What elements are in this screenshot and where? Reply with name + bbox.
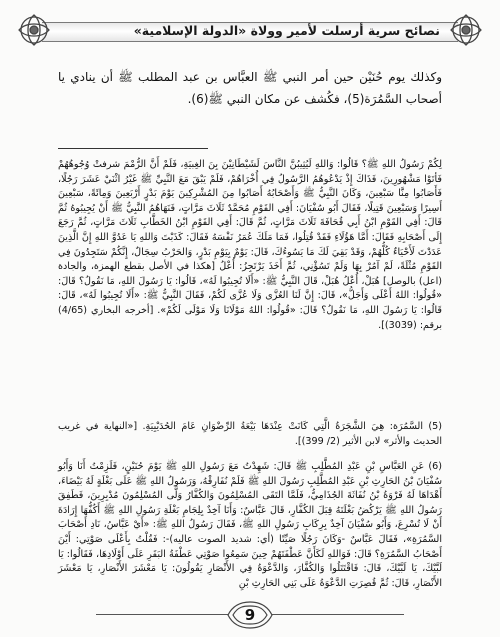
arabesque-corner-ornament-icon [446, 10, 486, 50]
main-paragraph: وكذلك يوم حُنَيْن حين أمر النبي ﷺ العبَّاس بن عبد المطلب ﷺ أن ينادي يا أصحاب السَّمُرَة(5)، فكُشف عن مكان النبي ﷺ(6). [58, 70, 442, 106]
page-number: 9 [244, 606, 256, 624]
page-footer [96, 600, 404, 630]
arabesque-corner-ornament-icon [14, 10, 54, 50]
footnote-continued: لِكُمْ رَسُولُ اللهِ ﷺ؟ قَالُوا: وَاللهِ لَيُثِيبُنَّ النَّاسَ لَشَيْطَانِيْنَ بِنَ الغِبيَةِ، فَلَمْ أَنَّ الرُّمْمَ شرفتْ وُجُوهُهُمْ فَأتَوْا مَشْهُورِينَ، فَذَاكَ إِذْ يَدْعُوهُمُ الرَّسُولُ فِي أُخْرَاهُمْ، فَلَمْ يَبْقَ مَعَ النَّبِيِّ ﷺ غَيْرُ اثْنَيْ عَشَرَ رَجُلًا، فَأَصَابُوا مِنَّا سَبْعِينَ، وَكَانَ النَّبِيُّ ﷺ وَأَصْحَابُهُ أَصَابُوا مِنَ المُشْرِكِينَ يَوْمَ بَدْرٍ أَرْبَعِينَ وَمِائَةً، سَبْعِينَ أَسِيرًا وَسَبْعِينَ قَتِيلًا، فَقَالَ أَبُو سُفْيَانَ: أَفِي القَوْمِ مُحَمَّدٌ ثَلَاثَ مَرَّاتٍ، فَنَهَاهُمُ النَّبِيُّ ﷺ أَنْ يُجِيبُوهُ ثُمَّ قَالَ: أَفِي القَوْمِ ابْنُ أَبِي قُحَافَةَ ثَلَاثَ مَرَّاتٍ، ثُمَّ قَالَ: أَفِي القَوْمِ ابْنُ الخَطَّابِ ثَلَاثَ مَرَّاتٍ، ثُمَّ رَجَعَ إِلَى أَصْحَابِهِ فَقَالَ: أَمَّا هَؤُلَاءِ فَقَدْ قُتِلُوا، فَمَا مَلَكَ عُمَرُ نَفْسَهُ فَقَالَ: كَذَبْتَ وَاللهِ يَا عَدُوَّ اللهِ إِنَّ الَّذِينَ عَدَدْتَ لَأَحْيَاءٌ كُلُّهُمْ، وَقَدْ بَقِيَ لَكَ مَا يَسُوءُكَ، قَالَ: يَوْمٌ بِيَوْمِ بَدْرٍ، وَالحَرْبُ سِجَالٌ، إِنَّكُمْ سَتَجِدُونَ فِي القَوْمِ مُثْلَةً، لَمْ آمُرْ بِهَا وَلَمْ تَسُؤْنِي، ثُمَّ أَخَذَ يَرْتَجِزُ: أُعْلُ [هكذا في الأصل بقطع الهمزة، والجادة (اعل) بالوصل] هُبَلْ، أُعْلُ هُبَلْ، قَالَ النَّبِيُّ ﷺ: «أَلَا تُجِيبُوا لَهُ»، قَالُوا: يَا رَسُولَ اللهِ، مَا نَقُولُ؟ قَالَ: «قُولُوا: اللهُ أَعْلَى وَأَجَلُّ»، قَالَ: إِنَّ لَنَا العُزَّى وَلَا عُزَّى لَكُمْ، فَقَالَ النَّبِيُّ ﷺ: «أَلَا تُجِيبُوا لَهُ»، قَالَ: قَالُوا: يَا رَسُولَ اللهِ، مَا نَقُولُ؟ قَالَ: «قُولُوا: اللهُ مَوْلَانَا وَلَا مَوْلَى لَكُمْ». [أخرجه البخاري (4/65) برقم: (3039)]. [58, 159, 442, 331]
footnote-5: (5) السَّمُرَة: هِيَ الشَّجَرَةُ الَّتِي كَانَتْ عِنْدَهَا بَيْعَةُ الرِّضْوَانِ عَامَ الحُدَيْبِيَةِ. [«النهاية في غريب الحديث والأثر» لابن الأثير (2/ 399)]. [58, 421, 442, 447]
footnote-6: (6) عَنِ العَبَّاسِ بْنِ عَبْدِ المُطَّلِبِ ﷺ قَالَ: شَهِدْتُ مَعَ رَسُولِ اللهِ ﷺ يَوْمَ حُنَيْنٍ، فَلَزِمْتُ أَنَا وَأَبُو سُفْيَانَ بْنُ الحَارِثِ بْنِ عَبْدِ المُطَّلِبِ رَسُولَ اللهِ ﷺ فَلَمْ نُفَارِقْهُ، وَرَسُولُ اللهِ ﷺ عَلَى بَغْلَةٍ لَهُ بَيْضَاءَ، أَهْدَاهَا لَهُ فَرْوَةُ بْنُ نُفَاثَةَ الجُذَامِيُّ، فَلَمَّا التَقَى المُسْلِمُونَ وَالكُفَّارُ وَلَّى المُسْلِمُونَ مُدْبِرِينَ، فَطَفِقَ رَسُولُ اللهِ ﷺ يَرْكُضُ بَغْلَتَهُ قِبَلَ الكُفَّارِ، قَالَ عَبَّاسٌ: وَأَنَا آخِذٌ بِلِجَامِ بَغْلَةِ رَسُولِ اللهِ ﷺ أَكُفُّهَا إِرَادَةَ أَنْ لَا تُسْرِعَ، وَأَبُو سُفْيَانَ آخِذٌ بِرِكَابِ رَسُولِ اللهِ ﷺ، فَقَالَ رَسُولُ اللهِ ﷺ: «أَيْ عَبَّاسُ، نَادِ أَصْحَابَ السَّمُرَةِ»، فَقَالَ عَبَّاسٌ -وَكَانَ رَجُلًا صَيِّتًا (أي: شديد الصوت عاليه)-: فَقُلْتُ بِأَعْلَى صَوْتِي: أَيْنَ أَصْحَابُ السَّمُرَةِ؟ قَالَ: فَوَاللهِ لَكَأَنَّ عَطْفَتَهُمْ حِينَ سَمِعُوا صَوْتِي عَطْفَةُ البَقَرِ عَلَى أَوْلَادِهَا، فَقَالُوا: يَا لَبَّيْكَ، يَا لَبَّيْكَ، قَالَ: فَاقْتَتَلُوا وَالكُفَّارَ، وَالدَّعْوَةُ فِي الأَنْصَارِ يَقُولُونَ: يَا مَعْشَرَ الأَنْصَارِ، يَا مَعْشَرَ الأَنْصَارِ، قَالَ: ثُمَّ قُصِرَتِ الدَّعْوَةُ عَلَى بَنِي الحَارِثِ بْنِ [58, 461, 442, 589]
footer-rule-right [272, 614, 404, 615]
footnote-separator [58, 148, 208, 149]
header-title: نصائح سرية أرسلت لأمير وولاة «الدولة الإسلامية» [133, 23, 440, 38]
footer-rule-left [96, 614, 228, 615]
running-header [14, 10, 486, 50]
